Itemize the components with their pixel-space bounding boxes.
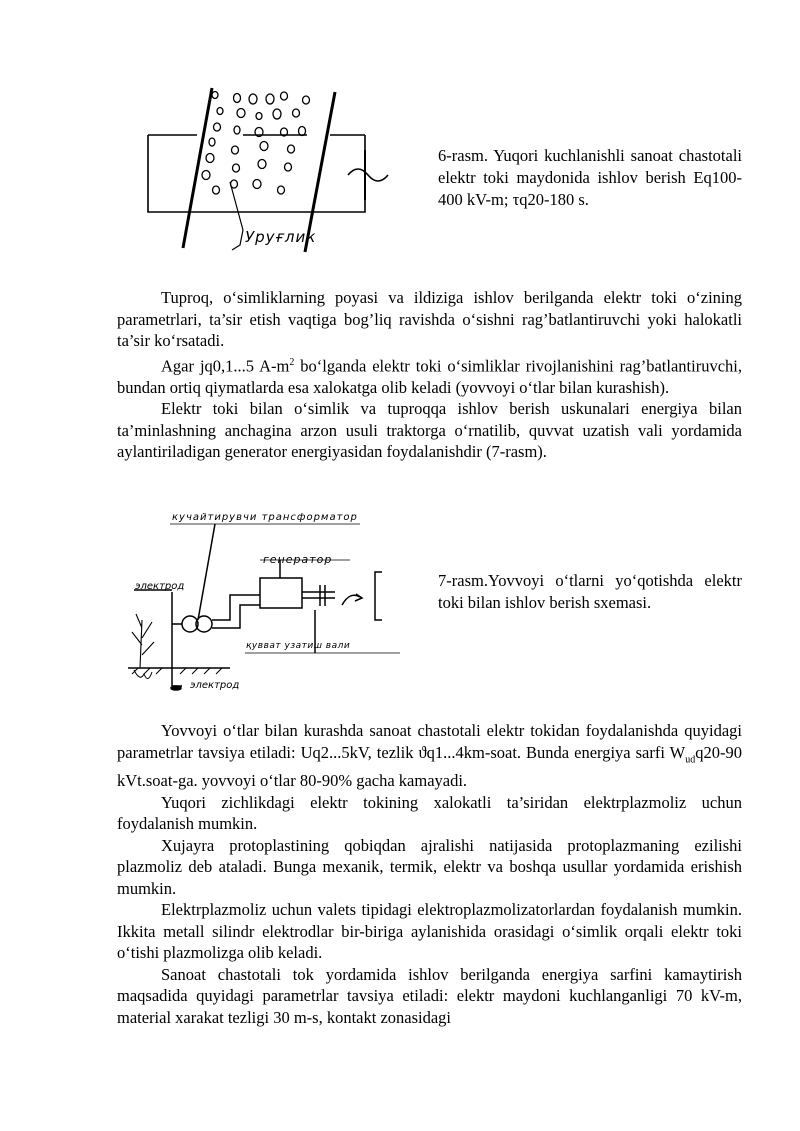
label-generator: генератор — [263, 553, 333, 566]
paragraph-current: Agar jq0,1...5 $A-m^2$ bo‘lganda elektr toki o‘simliklar rivojlanishini rag’batlantiruvchi, bundan ortiq qiymatlarda esa xalokatga olib keladi (yovvoyi o‘tlar bilan kurashish). — [117, 356, 742, 397]
label-transformer: кучайтирувчи трансформатор — [172, 512, 358, 523]
label-electrode-top: электрод — [135, 581, 185, 592]
figure-6-caption: 6-rasm. Yuqori kuchlanishli sanoat chastotali elektr toki maydonida ishlov berish Eq100-400 kV-m; τq20-180 s. — [438, 146, 742, 209]
text-block-top — [117, 287, 742, 463]
paragraph: Elektrplazmoliz uchun valets tipidagi elektroplazmolizatorlardan foydalanish mumkin. Ikkita metall silindr elektrodlar bir-biriga aylanishida orasidagi o‘simlik orqali elektr toki o‘tishi plazmolizga olib keladi. — [117, 900, 742, 963]
label-pto: қувват узатиш вали — [246, 641, 351, 651]
text-block-bottom — [117, 720, 742, 1028]
paragraph: Elektr toki bilan o‘simlik va tuproqqa ishlov berish uskunalari energiya bilan ta’minlashning anchagina arzon usuli traktorga o‘rnatilib, quvvat uzatish vali yordamida aylantiriladigan generator energiyasidan foydalanishdir (7-rasm). — [117, 399, 742, 461]
label-electrode-bottom: электрод — [190, 680, 240, 691]
figure-6-label: Уруғлик — [245, 228, 317, 246]
figure-7-diagram — [120, 510, 420, 695]
paragraph: Xujayra protoplastining qobiqdan ajralishi natijasida protoplazmaning ezilishi plazmoliz deb ataladi. Bunga mexanik, termik, elektr va boshqa usullar yordamida erishish mumkin. — [117, 835, 742, 898]
paragraph: Tuproq, o‘simliklarning poyasi va ildiziga ishlov berilganda elektr toki o‘zining parametrlari, ta’sir etish vaqtiga bog’liq ravishda o‘sishni rag’batlantiruvchi yoki halokatli ta’sir ko‘rsatadi. — [117, 288, 742, 350]
figure-7-caption: 7-rasm.Yovvoyi o‘tlarni yo‘qotishda elektr toki bilan ishlov berish sxemasi. — [438, 571, 742, 612]
paragraph: Yuqori zichlikdagi elektr tokining xalokatli ta’siridan elektrplazmoliz uchun foydalanish mumkin. — [117, 792, 742, 834]
paragraph-params: Yovvoyi o‘tlar bilan kurashda sanoat chastotali elektr tokidan foydalanishda quyidagi parametrlar tavsiya etiladi: Uq2...5kV, tezlik ϑq1...4km-soat. Bunda energiya sarfi $W_{ud}q20-90$ kVt.soat-ga. yovvoyi o‘tlar 80-90% gacha kamayadi. — [117, 721, 742, 791]
paragraph: Sanoat chastotali tok yordamida ishlov berilganda energiya sarfini kamaytirish maqsadida quyidagi parametrlar tavsiya etiladi: elektr maydoni kuchlanganligi 70 kV-m, material xarakat tezligi 30 m-s, kontakt zonasidagi — [117, 964, 742, 1027]
